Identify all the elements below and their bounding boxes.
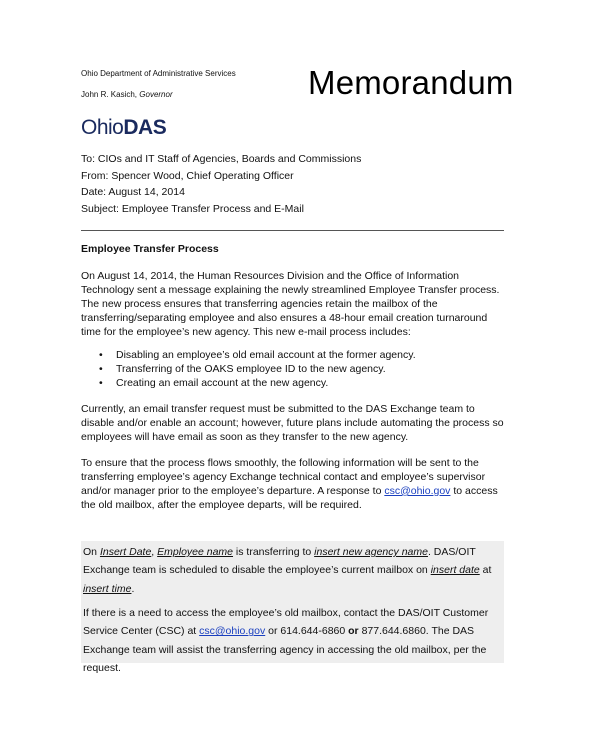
section-title: Employee Transfer Process [81, 243, 219, 255]
paragraph-intro: On August 14, 2014, the Human Resources Division and the Office of Information Technology sent a message explaining the newly streamlined Employee Transfer process. The new process ensures that transferring agencies retain the mailbox of the transferring/separating employee and also ensures a 48-hour email creation turnaround time for the employee’s new agency. This new e-mail process includes: [81, 270, 500, 338]
notice-paragraph-2: If there is a need to access the employee’s old mailbox, contact the DAS/OIT Customer Service Center (CSC) at csc@ohio.gov or 614.644-6860 or 877.644.6860. The DAS Exchange team will assist the transferring agency in accessing the old mailbox, per the request. [83, 607, 489, 674]
notice-paragraph-1: On Insert Date, Employee name is transferring to insert new agency name. DAS/OIT Exchange team is scheduled to disable the employee’s current mailbox on insert date at insert time. [83, 546, 492, 595]
csc-email-link-2[interactable]: csc@ohio.gov [199, 625, 266, 638]
paragraph-current-process: Currently, an email transfer request must be submitted to the DAS Exchange team to disable and/or enable an account; however, future plans include automating the process so employees will have email as soon as they transfer to the new agency. [81, 403, 504, 443]
ohio-das-logo [81, 116, 166, 140]
insert-time-placeholder: insert time [83, 582, 132, 595]
insert-date-placeholder-2: insert date [430, 564, 480, 577]
department-name: Ohio Department of Administrative Services [81, 69, 236, 78]
process-list [81, 348, 516, 390]
paragraph-ensure-flow: To ensure that the process flows smoothly, the following information will be sent to the transferring employee’s agency Exchange technical contact and employee’s supervisor and/or manager prior to the employee’s departure. A response to csc@ohio.gov to access the old mailbox, after the employee departs, will be required. [81, 457, 498, 511]
list-item: • Creating an email account at the new agency. [116, 376, 516, 390]
governor-line [81, 90, 173, 99]
memo-to: To: CIOs and IT Staff of Agencies, Boards and Commissions [81, 153, 362, 165]
list-item: • Disabling an employee’s old email account at the former agency. [116, 348, 516, 362]
list-item: • Transferring of the OAKS employee ID to the new agency. [116, 362, 516, 376]
csc-email-link[interactable]: csc@ohio.gov [384, 484, 451, 497]
employee-name-placeholder: Employee name [157, 546, 234, 558]
logo-das-text: DAS [123, 116, 167, 139]
memo-title: Memorandum [308, 64, 514, 101]
logo-ohio-text: Ohio [81, 116, 124, 139]
memo-from: From: Spencer Wood, Chief Operating Officer [81, 170, 294, 182]
memo-date: Date: August 14, 2014 [81, 186, 185, 198]
insert-date-placeholder: Insert Date [99, 546, 152, 558]
governor-name: John R. Kasich, [81, 90, 138, 99]
memo-subject: Subject: Employee Transfer Process and E-Mail [81, 203, 304, 215]
new-agency-placeholder: insert new agency name [314, 546, 428, 558]
governor-title: Governor [139, 90, 173, 99]
header-divider [81, 230, 504, 231]
